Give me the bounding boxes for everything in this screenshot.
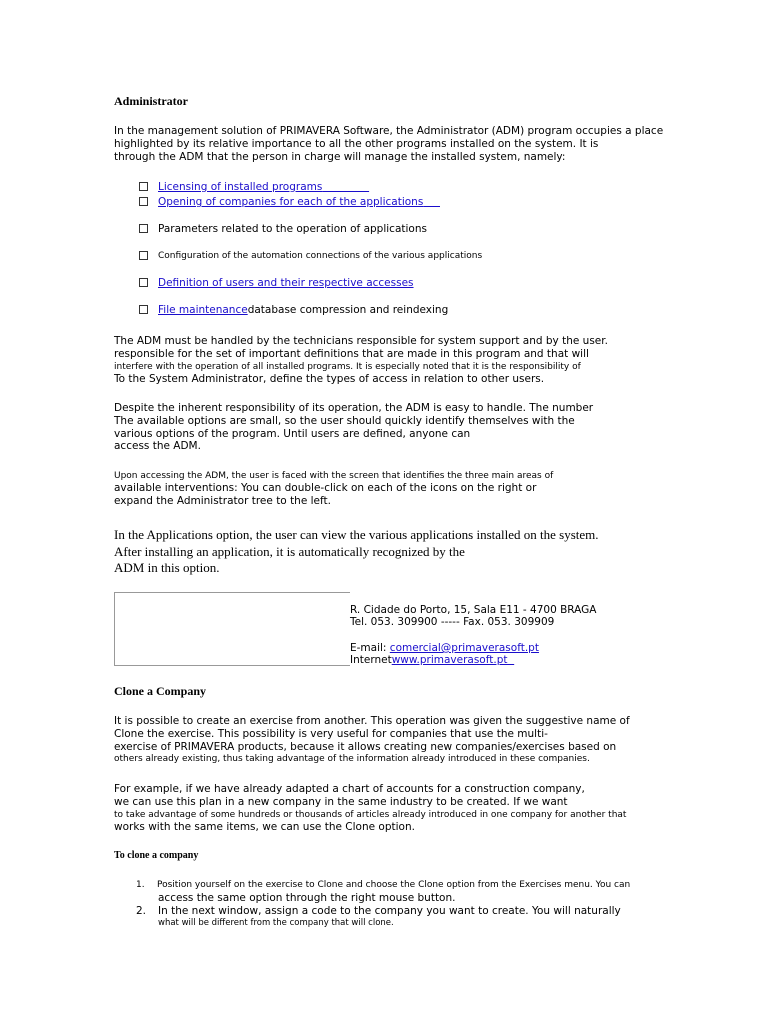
- intro-paragraph: [114, 125, 663, 163]
- link-opening-companies[interactable]: Opening of companies for each of the applications: [158, 196, 424, 208]
- contact-internet-line: [350, 654, 514, 667]
- para-line: It is possible to create an exercise from another. This operation was given the suggestive name of: [114, 715, 630, 727]
- step-2-line-1: In the next window, assign a code to the company you want to create. You will naturally: [158, 905, 621, 917]
- contact-email-line: [350, 642, 539, 655]
- para-line: Clone the exercise. This possibility is very useful for companies that use the multi-: [114, 727, 548, 740]
- step-1-number: 1.: [136, 880, 145, 890]
- para-line: others already existing, thus taking advantage of the information already introduced in these companies.: [114, 754, 590, 765]
- para-line: responsible for the set of important definitions that are made in this program and that will: [114, 347, 589, 360]
- para-line: works with the same items, we can use the Clone option.: [114, 820, 415, 833]
- heading-administrator: Administrator: [114, 94, 188, 108]
- bullet-automation: Configuration of the automation connections of the various applications: [158, 251, 483, 261]
- para-line: various options of the program. Until users are defined, anyone can: [114, 427, 471, 440]
- step-1-line-1: Position yourself on the exercise to Clone and choose the Clone option from the Exercises menu. You can: [157, 880, 631, 890]
- para-line: Upon accessing the ADM, the user is faced with the screen that identifies the three main areas of: [114, 471, 554, 481]
- bullet-box-icon: [139, 197, 148, 206]
- contact-frame: [114, 592, 350, 666]
- bullet-box-icon: [139, 224, 148, 233]
- accessing-adm-paragraph: [114, 470, 553, 508]
- step-2-number: 2.: [136, 905, 147, 917]
- applications-paragraph: [114, 527, 599, 577]
- para-line: For example, if we have already adapted a chart of accounts for a construction company,: [114, 783, 585, 795]
- internet-label: Internet: [350, 654, 392, 666]
- para-line: Despite the inherent responsibility of its operation, the ADM is easy to handle. The number: [114, 402, 594, 414]
- file-maintenance-rest: database compression and reindexing: [247, 304, 449, 316]
- website-link[interactable]: www.primaverasoft.pt: [391, 654, 508, 666]
- ease-of-use-paragraph: [114, 402, 593, 453]
- link-licensing[interactable]: Licensing of installed programs: [158, 181, 323, 193]
- para-line: The available options are small, so the user should quickly identify themselves with the: [114, 414, 575, 427]
- para-line: In the Applications option, the user can view the various applications installed on the system.: [114, 527, 599, 542]
- step-2-line-2: what will be different from the company that will clone.: [158, 918, 394, 928]
- contact-phone: Tel. 053. 309900 ----- Fax. 053. 309909: [350, 616, 555, 628]
- heading-clone-company: Clone a Company: [114, 684, 207, 698]
- para-line: expand the Administrator tree to the left.: [114, 494, 331, 507]
- link-file-maintenance[interactable]: File maintenance: [158, 304, 248, 316]
- para-line: interfere with the operation of all installed programs. It is especially noted that it is the responsibility of: [114, 361, 581, 372]
- para-line: To the System Administrator, define the types of access in relation to other users.: [114, 372, 545, 385]
- intro-line: In the management solution of PRIMAVERA Software, the Administrator (ADM) program occupies a place: [114, 125, 664, 137]
- para-line: ADM in this option.: [114, 560, 220, 575]
- para-line: After installing an application, it is automatically recognized by the: [114, 543, 465, 559]
- para-line: access the ADM.: [114, 440, 201, 453]
- clone-intro-paragraph: [114, 715, 630, 765]
- contact-address: R. Cidade do Porto, 15, Sala E11 - 4700 BRAGA: [350, 604, 597, 616]
- email-label: E-mail:: [350, 642, 390, 654]
- intro-line: highlighted by its relative importance to all the other programs installed on the system. It is: [114, 137, 599, 150]
- bullet-box-icon: [139, 305, 148, 314]
- bullet-file-maintenance: [158, 304, 448, 317]
- adm-handling-paragraph: [114, 335, 608, 385]
- para-line: to take advantage of some hundreds or thousands of articles already introduced in one company for another that: [114, 809, 627, 820]
- intro-line: through the ADM that the person in charge will manage the installed system, namely:: [114, 150, 566, 163]
- para-line: exercise of PRIMAVERA products, because it allows creating new companies/exercises based on: [114, 740, 617, 753]
- para-line: available interventions: You can double-click on each of the icons on the right or: [114, 482, 537, 494]
- bullet-box-icon: [139, 278, 148, 287]
- para-line: The ADM must be handled by the technicians responsible for system support and by the user.: [114, 335, 608, 347]
- link-users-accesses[interactable]: Definition of users and their respective accesses: [158, 277, 414, 289]
- heading-to-clone: To clone a company: [114, 850, 199, 861]
- bullet-box-icon: [139, 182, 148, 191]
- clone-example-paragraph: [114, 783, 626, 833]
- bullet-box-icon: [139, 251, 148, 260]
- para-line: we can use this plan in a new company in the same industry to be created. If we want: [114, 795, 568, 808]
- step-1-line-2: access the same option through the right mouse button.: [158, 892, 456, 904]
- email-link[interactable]: comercial@primaverasoft.pt: [389, 642, 539, 654]
- bullet-parameters: Parameters related to the operation of applications: [158, 223, 427, 235]
